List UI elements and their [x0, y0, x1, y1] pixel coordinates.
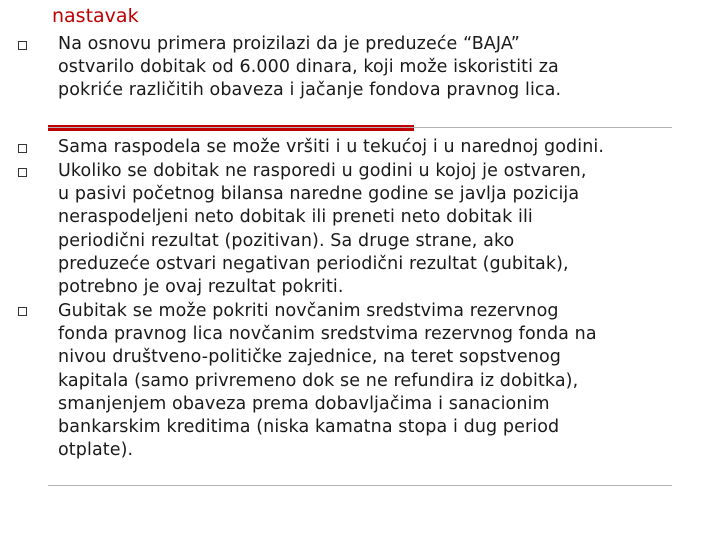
rule-red — [48, 125, 414, 131]
bullet-square-icon — [18, 144, 27, 153]
bullet-line: nivou društveno-političke zajednice, na teret sopstvenog — [58, 347, 561, 368]
bullet-square-icon — [18, 41, 27, 50]
bullet-line: smanjenjem obaveza prema dobavljačima i sanacionim — [58, 393, 550, 414]
rule-bottom — [48, 485, 672, 486]
bullet-line: potrebno je ovaj rezultat pokriti. — [58, 277, 344, 298]
bullet-line: periodični rezultat (pozitivan). Sa druge strane, ako — [58, 230, 515, 251]
rule-grey — [48, 127, 672, 128]
bullet-item — [58, 300, 718, 462]
bullet-square-icon — [18, 307, 27, 316]
bullet-item — [58, 160, 718, 299]
slide-title: nastavak — [52, 5, 139, 27]
bullet-line: bankarskim kreditima (niska kamatna stopa i dug period — [58, 417, 560, 438]
bullet-line: neraspodeljeni neto dobitak ili preneti neto dobitak ili — [58, 207, 533, 228]
bullet-line: Na osnovu primera proizilazi da je preduzeće “BAJA” — [58, 34, 520, 54]
bullet-line: ostvarilo dobitak od 6.000 dinara, koji može iskoristiti za — [58, 57, 559, 78]
bullet-item — [58, 33, 718, 103]
bullet-item — [58, 136, 718, 159]
bullet-line: Ukoliko se dobitak ne rasporedi u godini u kojoj je ostvaren, — [58, 161, 587, 181]
bullet-square-icon — [18, 168, 27, 177]
bullet-line: fonda pravnog lica novčanim sredstvima rezervnog fonda na — [58, 324, 597, 345]
bullet-line: preduzeće ostvari negativan periodični rezultat (gubitak), — [58, 253, 569, 274]
bullet-line: otplate). — [58, 440, 134, 461]
bullet-line: kapitala (samo privremeno dok se ne refundira iz dobitka), — [58, 370, 579, 391]
bullet-line: Gubitak se može pokriti novčanim sredstvima rezervnog — [58, 301, 559, 321]
bullet-line: Sama raspodela se može vršiti i u tekućoj i u narednoj godini. — [58, 137, 605, 157]
bullet-line: pokriće različitih obaveza i jačanje fondova pravnog lica. — [58, 80, 562, 101]
bullet-line: u pasivi početnog bilansa naredne godine se javlja pozicija — [58, 184, 580, 205]
